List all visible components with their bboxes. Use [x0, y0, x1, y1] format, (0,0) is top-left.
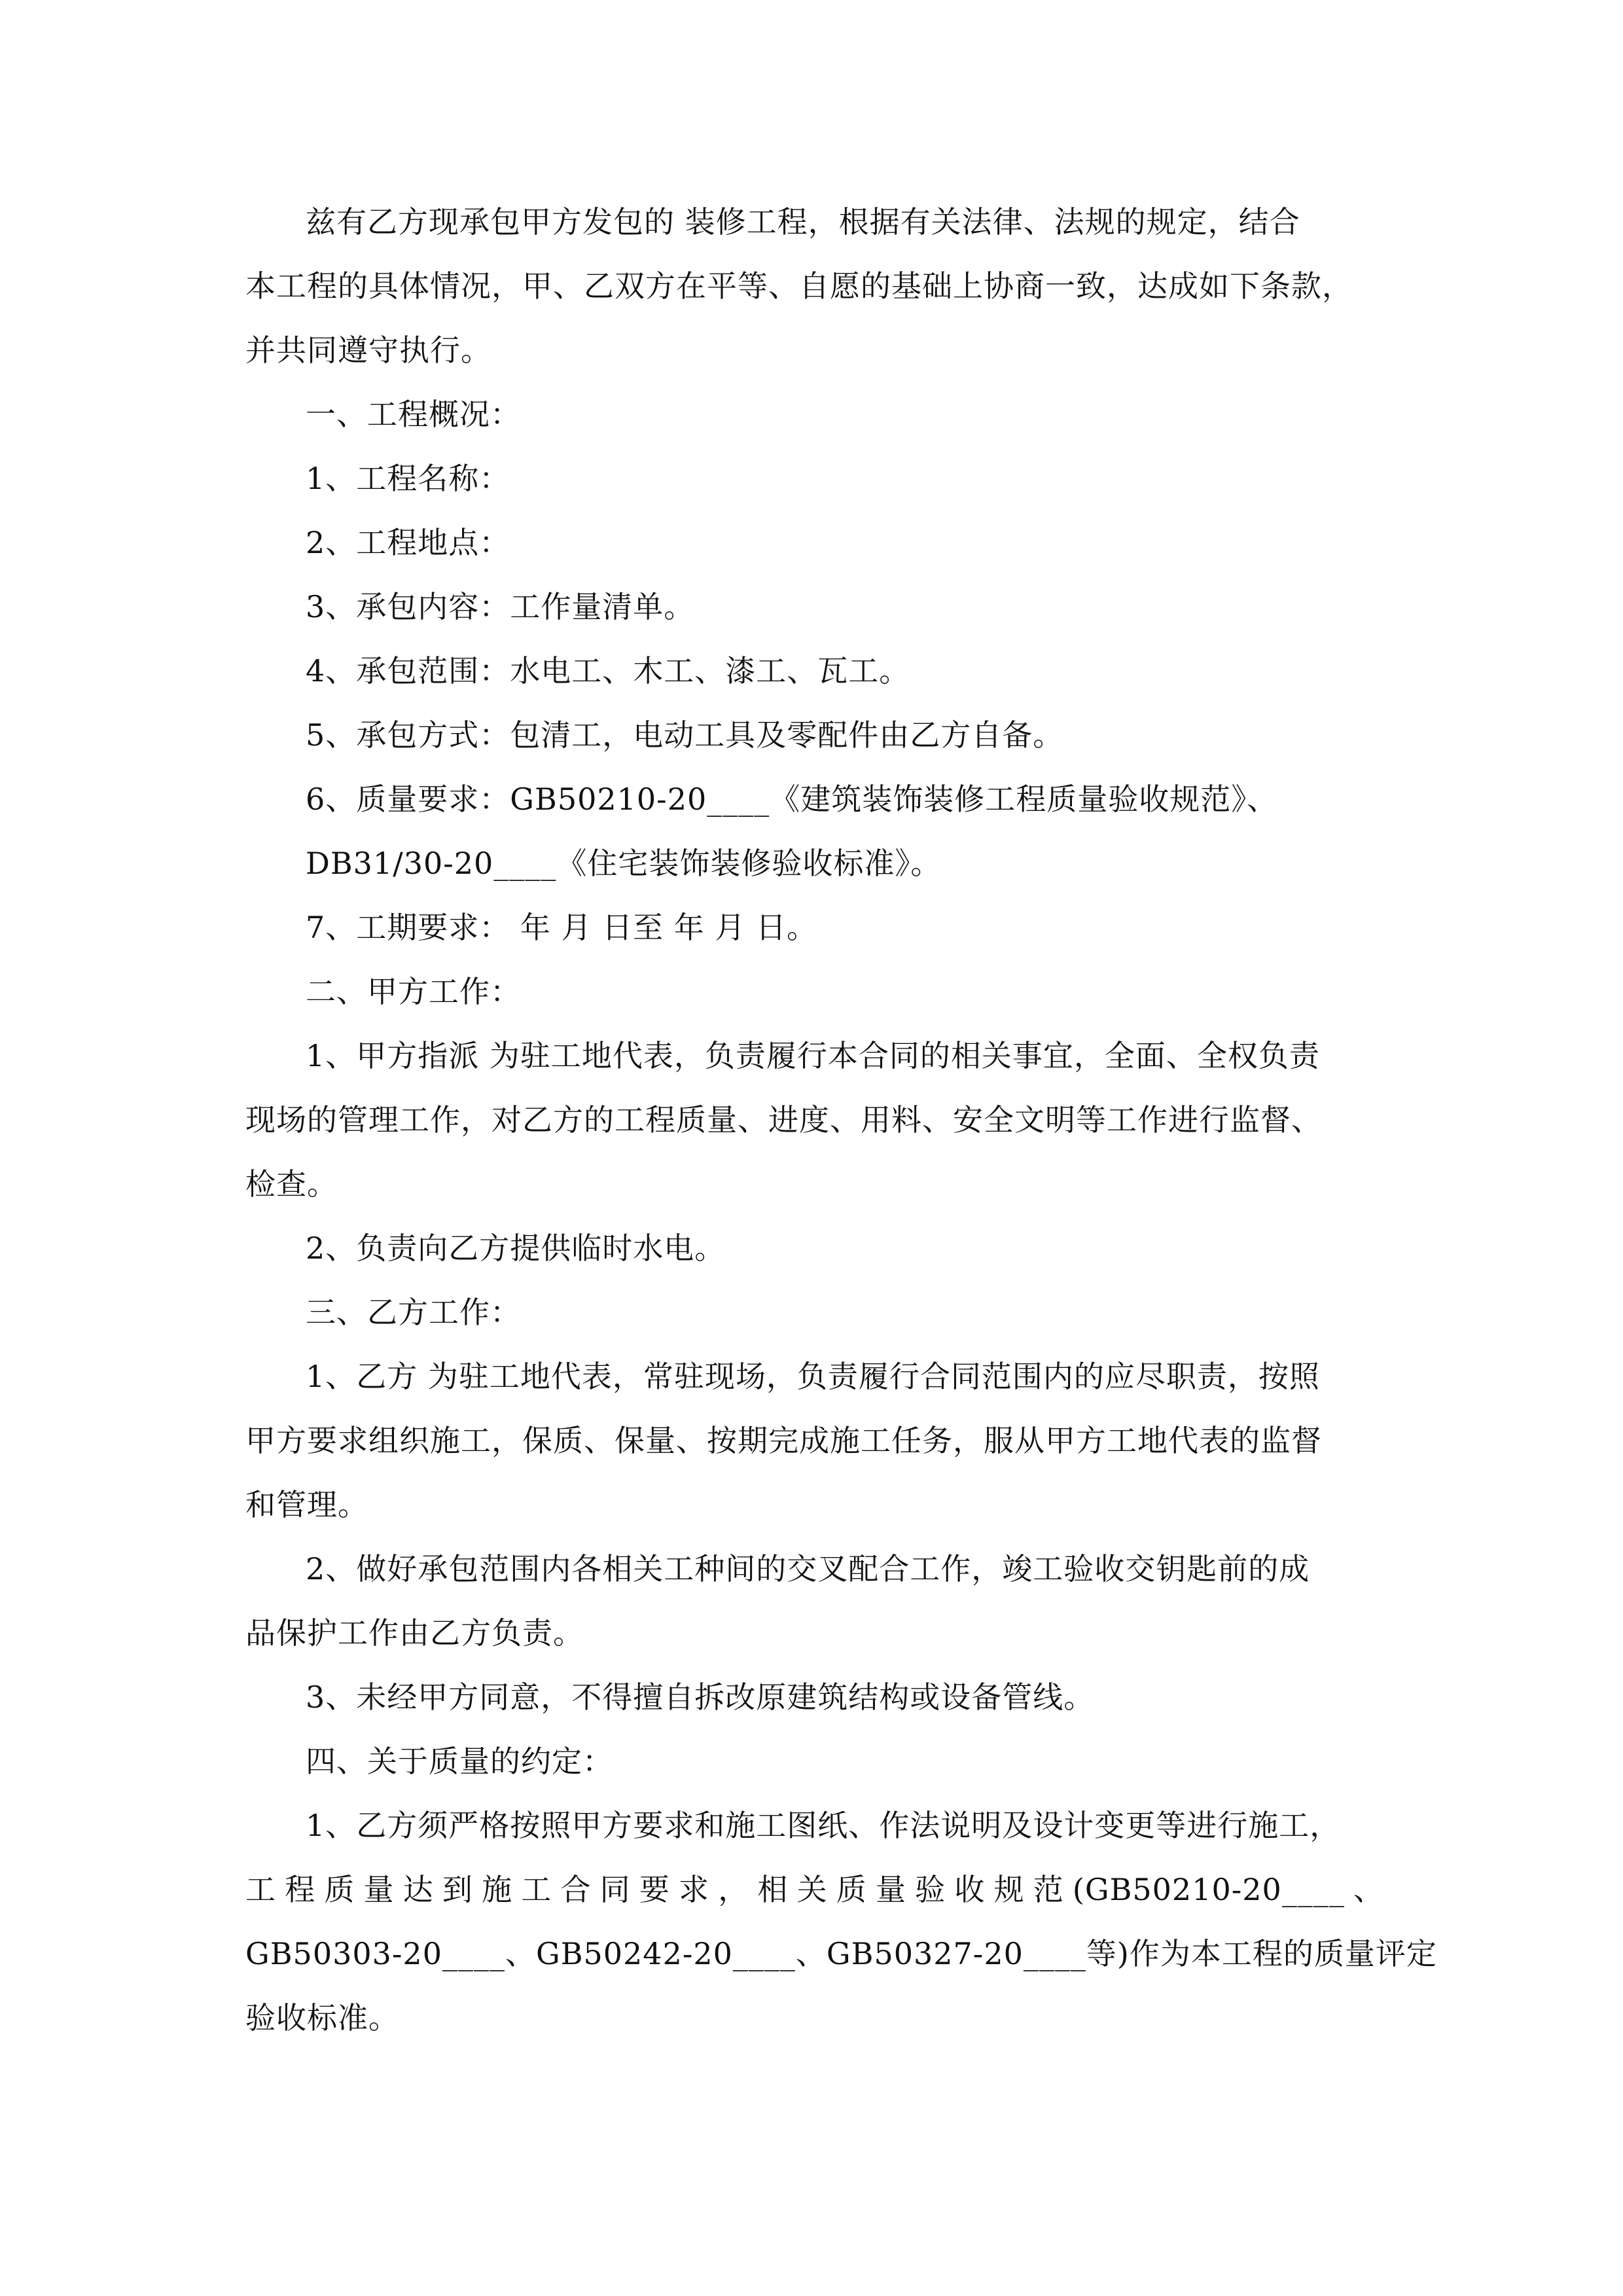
item-quality-requirement-line-1: 6、质量要求：GB50210-20____《建筑装饰装修工程质量验收规范》、: [306, 781, 1278, 817]
party-a-item-1-line-3: 检查。: [245, 1166, 338, 1202]
paragraph-intro-line-2: 本工程的具体情况，甲、乙双方在平等、自愿的基础上协商一致，达成如下条款，: [245, 268, 1353, 304]
party-b-item-1-line-1: 1、乙方 为驻工地代表，常驻现场，负责履行合同范围内的应尽职责，按照: [306, 1359, 1320, 1394]
party-a-item-1-line-2: 现场的管理工作，对乙方的工程质量、进度、用料、安全文明等工作进行监督、: [245, 1102, 1322, 1138]
party-a-item-2: 2、负责向乙方提供临时水电。: [306, 1230, 726, 1266]
contract-page: [245, 190, 1437, 2050]
section-heading-quality-agreement: 四、关于质量的约定：: [306, 1744, 613, 1779]
party-b-item-1-line-3: 和管理。: [245, 1487, 368, 1522]
item-project-name: 1、工程名称：: [306, 461, 510, 496]
item-schedule-requirement: 7、工期要求： 年 月 日至 年 月 日。: [306, 910, 817, 945]
item-project-location: 2、工程地点：: [306, 525, 510, 560]
quality-item-1-line-4: 验收标准。: [245, 2000, 399, 2036]
party-b-item-2-line-1: 2、做好承包范围内各相关工种间的交叉配合工作，竣工验收交钥匙前的成: [306, 1551, 1310, 1587]
quality-item-1-line-1: 1、乙方须严格按照甲方要求和施工图纸、作法说明及设计变更等进行施工，: [306, 1808, 1341, 1843]
section-heading-party-a-work: 二、甲方工作：: [306, 974, 521, 1009]
party-b-item-2-line-2: 品保护工作由乙方负责。: [245, 1615, 584, 1651]
quality-item-1-line-3: GB50303-20____、GB50242-20____、GB50327-20____等)作为本工程的质量评定: [245, 1936, 1437, 1971]
paragraph-intro-line-1: 兹有乙方现承包甲方发包的 装修工程，根据有关法律、法规的规定，结合: [306, 204, 1300, 240]
item-contract-content: 3、承包内容：工作量清单。: [306, 589, 695, 624]
item-quality-requirement-line-2: DB31/30-20____《住宅装饰装修验收标准》。: [306, 846, 942, 881]
item-contract-method: 5、承包方式：包清工，电动工具及零配件由乙方自备。: [306, 717, 1064, 753]
section-heading-project-overview: 一、工程概况：: [306, 397, 521, 432]
paragraph-intro-line-3: 并共同遵守执行。: [245, 332, 491, 368]
item-contract-scope: 4、承包范围：水电工、木工、漆工、瓦工。: [306, 653, 910, 689]
party-a-item-1-line-1: 1、甲方指派 为驻工地代表，负责履行本合同的相关事宜，全面、全权负责: [306, 1038, 1320, 1073]
quality-item-1-line-2: 工程质量达到施工合同要求，相关质量验收规范(GB50210-20____、: [245, 1872, 1384, 1907]
party-b-item-1-line-2: 甲方要求组织施工，保质、保量、按期完成施工任务，服从甲方工地代表的监督: [245, 1423, 1322, 1458]
section-heading-party-b-work: 三、乙方工作：: [306, 1295, 521, 1330]
party-b-item-3: 3、未经甲方同意，不得擅自拆改原建筑结构或设备管线。: [306, 1679, 1095, 1715]
